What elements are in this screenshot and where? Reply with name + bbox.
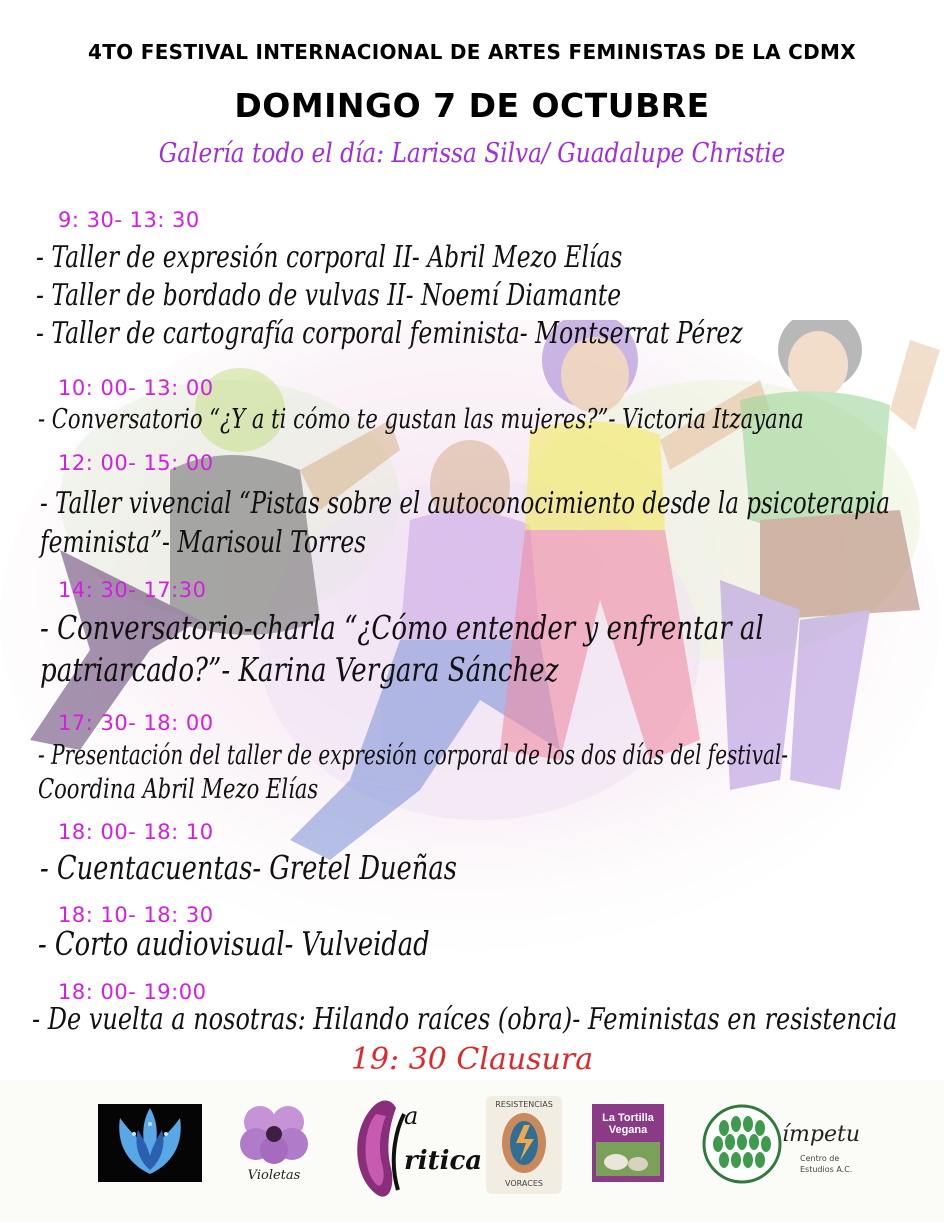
la-critica-logo bbox=[346, 1094, 483, 1204]
festival-title: 4TO FESTIVAL INTERNACIONAL DE ARTES FEMINISTAS DE LA CDMX bbox=[88, 40, 856, 64]
schedule-item: - Conversatorio-charla “¿Cómo entender y enfrentar al bbox=[40, 608, 764, 647]
schedule-item: - Conversatorio “¿Y a ti cómo te gustan las mujeres?”- Victoria Itzayana bbox=[38, 404, 804, 435]
animals-photo-icon bbox=[592, 1136, 664, 1180]
time-slot: 18: 00- 19:00 bbox=[58, 980, 207, 1004]
resistencias-voraces-logo bbox=[486, 1096, 562, 1194]
violetas-label: Violetas bbox=[247, 1168, 301, 1183]
voraces-label: VORACES bbox=[505, 1179, 543, 1188]
gallery-note: Galería todo el día: Larissa Silva/ Guadalupe Christie bbox=[158, 138, 786, 169]
impetu-leaves-icon bbox=[702, 1104, 782, 1184]
time-slot: 10: 00- 13: 00 bbox=[58, 376, 214, 400]
event-date: DOMINGO 7 DE OCTUBRE bbox=[234, 86, 710, 125]
time-slot: 12: 00- 15: 00 bbox=[58, 451, 214, 475]
schedule-item: - Presentación del taller de expresión corporal de los dos días del festival- bbox=[38, 740, 789, 771]
schedule-item: - Taller de cartografía corporal feminista- Montserrat Pérez bbox=[36, 316, 743, 351]
time-slot: 18: 10- 18: 30 bbox=[58, 903, 214, 927]
sponsor-logos bbox=[0, 1080, 944, 1222]
la-tortilla-vegana-logo bbox=[592, 1104, 664, 1182]
critica-wordmark: ritica bbox=[404, 1146, 483, 1176]
time-slot: 18: 00- 18: 10 bbox=[58, 820, 214, 844]
tortilla-label-1: La Tortilla bbox=[602, 1112, 654, 1124]
blue-flower-logo bbox=[98, 1104, 202, 1182]
schedule-item: - Corto audiovisual- Vulveidad bbox=[38, 924, 430, 963]
schedule-item: - Taller vivencial “Pistas sobre el autoconocimiento desde la psicoterapia bbox=[40, 486, 890, 521]
schedule-item: - De vuelta a nosotras: Hilando raíces (obra)- Feministas en resistencia bbox=[32, 1002, 898, 1037]
vulva-emblem-icon bbox=[486, 1109, 562, 1175]
time-slot: 14: 30- 17:30 bbox=[58, 578, 207, 602]
schedule-item: - Taller de bordado de vulvas II- Noemí Diamante bbox=[36, 278, 622, 313]
critica-letter-a: a bbox=[404, 1102, 419, 1130]
schedule-item: Coordina Abril Mezo Elías bbox=[38, 774, 319, 805]
violetas-logo bbox=[236, 1100, 312, 1192]
impetu-sub-2: Estudios A.C. bbox=[800, 1165, 853, 1174]
time-slot: 9: 30- 13: 30 bbox=[58, 208, 200, 232]
schedule-item: feminista”- Marisoul Torres bbox=[40, 525, 367, 560]
schedule-item: - Cuentacuentas- Gretel Dueñas bbox=[40, 848, 457, 887]
impetu-wordmark: ímpetu bbox=[782, 1122, 861, 1147]
schedule-item: patriarcado?”- Karina Vergara Sánchez bbox=[40, 650, 559, 689]
schedule-item: - Taller de expresión corporal II- Abril Mezo Elías bbox=[36, 240, 623, 275]
tortilla-label-2: Vegana bbox=[608, 1124, 648, 1136]
closing-time: 19: 30 Clausura bbox=[350, 1042, 594, 1077]
resistencias-label: RESISTENCIAS bbox=[495, 1100, 553, 1109]
time-slot: 17: 30- 18: 00 bbox=[58, 711, 214, 735]
violet-flower-icon bbox=[236, 1100, 312, 1166]
impetu-logo bbox=[702, 1104, 862, 1184]
impetu-sub-1: Centro de bbox=[800, 1154, 840, 1163]
